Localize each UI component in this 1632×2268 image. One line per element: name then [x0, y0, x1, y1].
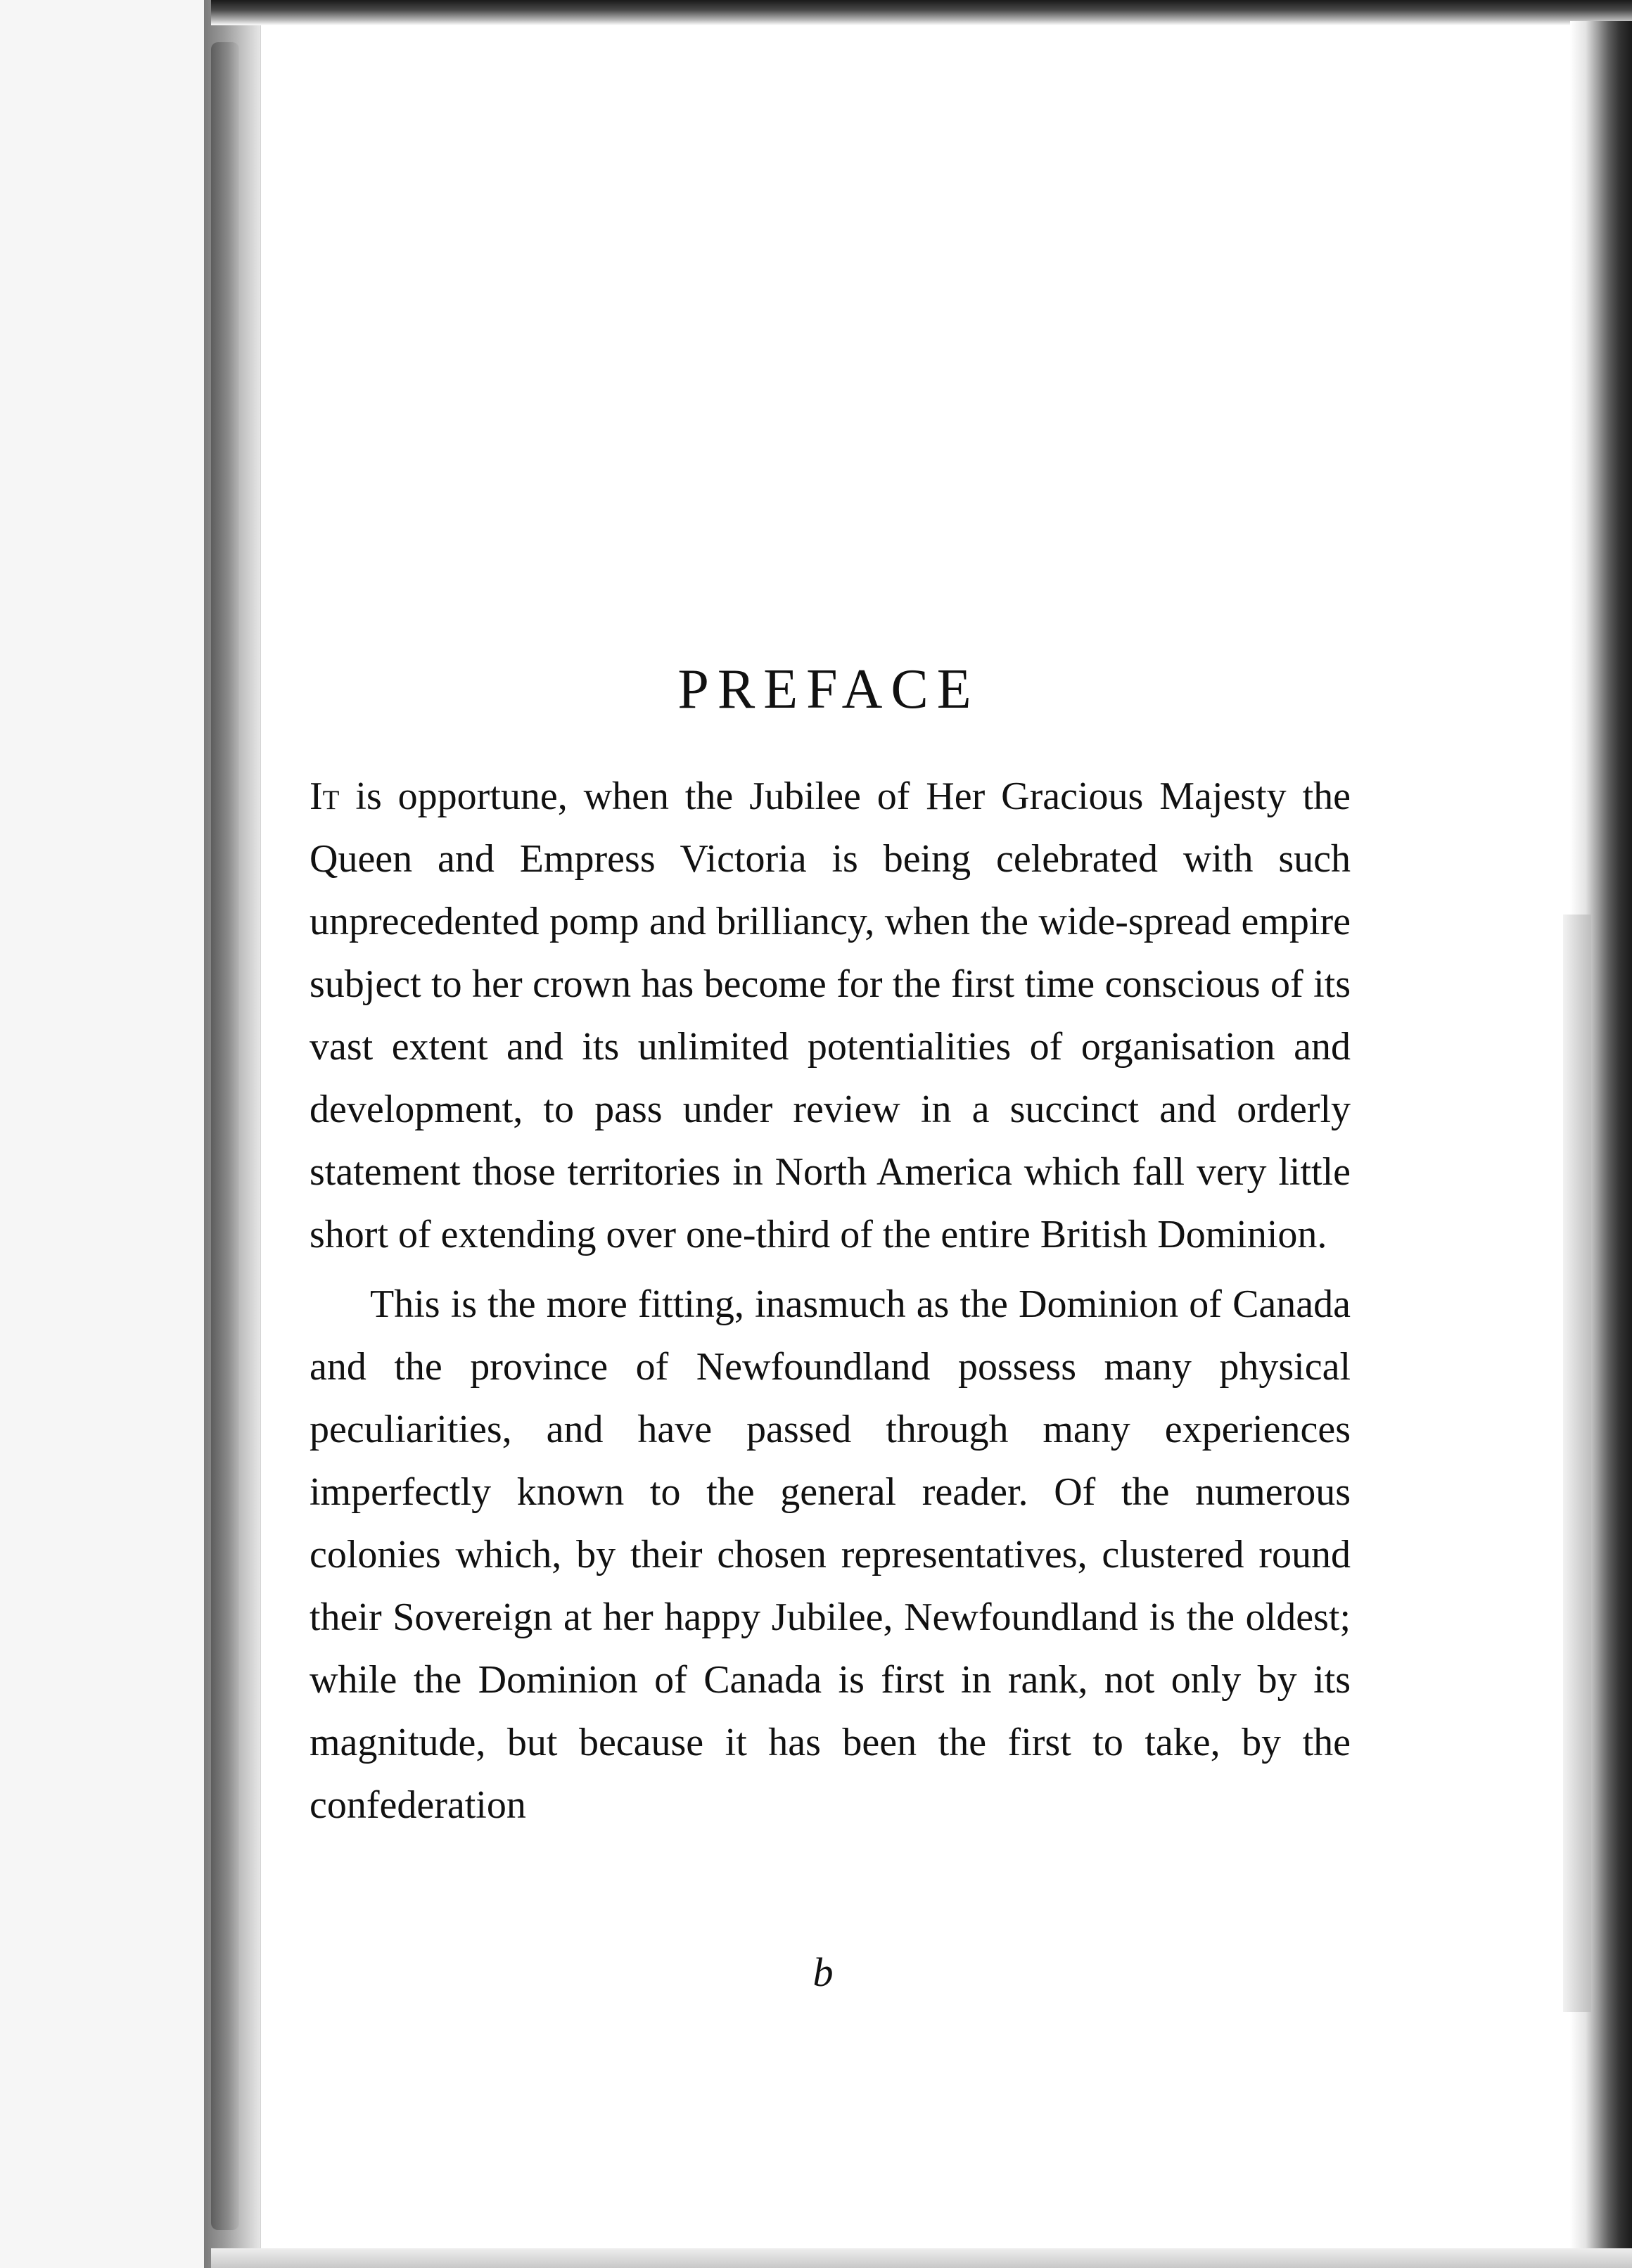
paragraph-1 [310, 765, 1351, 1266]
previous-page [0, 0, 205, 2268]
paragraph-lead-word: It [310, 775, 340, 818]
gutter-spine-shadow [211, 42, 239, 2230]
bottom-page-edge [211, 2248, 1632, 2268]
preface-body [310, 765, 1351, 1837]
page-title: PREFACE [677, 658, 980, 720]
paragraph-2-text: This is the more fitting, inasmuch as the Dominion of Canada and the province of Newfoundland possess many physical peculiarities, and have passed through many experiences imperfectly known to the general reader. Of the numerous colonies which, by their chosen representatives, clustered round their Sovereign at her happy Jubilee, Newfoundland is the oldest; while the Dominion of Canada is first in rank, not only by its magnitude, but because it has been the first to take, by the confederation [310, 1282, 1351, 1827]
right-page-stack [1563, 915, 1591, 2012]
paragraph-1-text: is opportune, when the Jubilee of Her Gracious Majesty the Queen and Empress Victoria is being celebrated with such unprecedented pomp and brilliancy, when the wide-spread empire subject to her crown has become for the first time conscious of its vast extent and its unlimited potentialities of organisation and development, to pass under review in a succinct and orderly statement those territories in North America which fall very little short of extending over one-third of the entire British Dominion. [310, 775, 1351, 1256]
signature-mark: b [812, 1949, 834, 1995]
paragraph-2 [310, 1273, 1351, 1837]
top-page-edge [211, 0, 1632, 25]
